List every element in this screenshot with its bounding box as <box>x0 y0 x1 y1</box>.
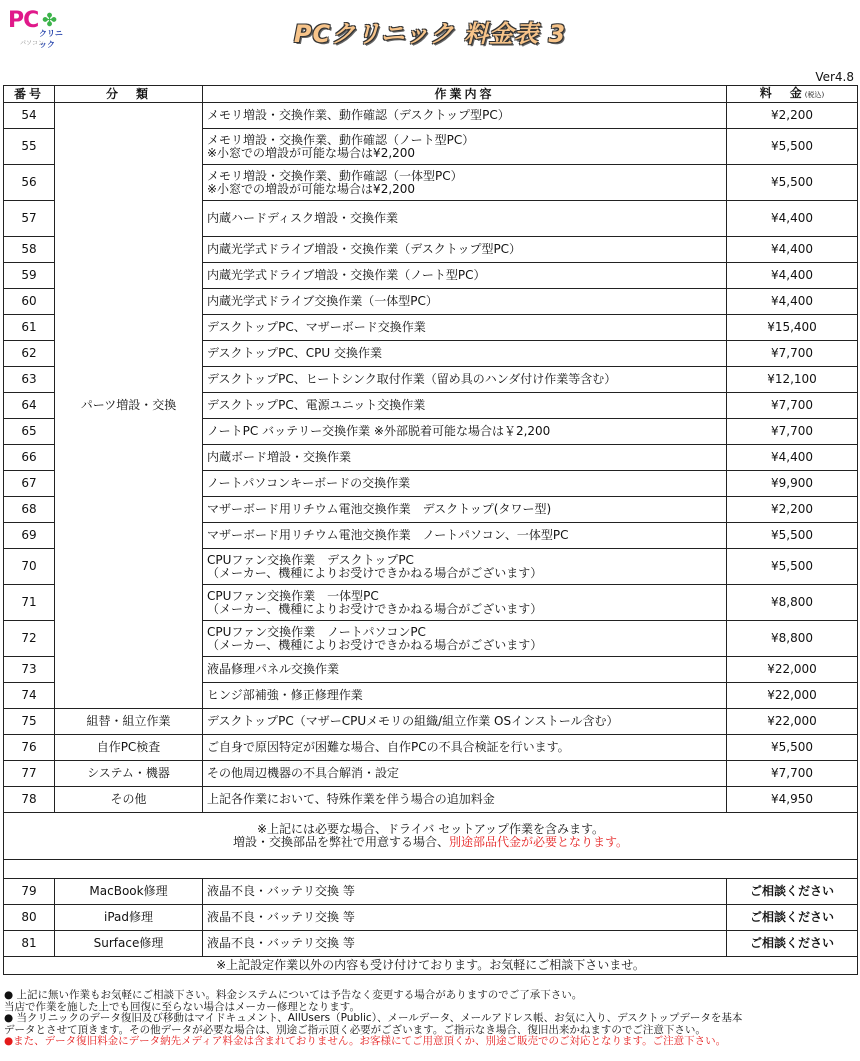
row-price: ¥8,800 <box>727 621 858 657</box>
row-number: 79 <box>4 879 55 905</box>
page-title: PCクリニック 料金表 3 <box>293 20 567 48</box>
row-work <box>203 263 727 289</box>
bottom-note: ※上記設定作業以外の内容も受け付けております。お気軽にご相談下さいませ。 <box>4 957 858 975</box>
note-line-2: 増設・交換部品を弊社で用意する場合、別途部品代金が必要となります。 <box>232 835 629 849</box>
row-number: 81 <box>4 931 55 957</box>
row-price: ¥15,400 <box>727 315 858 341</box>
row-category: iPad修理 <box>55 905 203 931</box>
row-work <box>203 103 727 129</box>
row-number: 58 <box>4 237 55 263</box>
row-price: ¥5,500 <box>727 165 858 201</box>
footer-line-1: ● 上記に無い作業もお気軽にご相談下さい。料金システムについては予告なく変更する場合がありますのでご了承下さい。 <box>4 989 583 1001</box>
row-number: 63 <box>4 367 55 393</box>
row-number: 61 <box>4 315 55 341</box>
row-work: 液晶不良・バッテリ交換 等 <box>203 905 727 931</box>
row-work <box>203 129 727 165</box>
work-line-1: ノートPC バッテリー交換作業 ※外部脱着可能な場合は￥2,200 <box>207 424 551 438</box>
row-work <box>203 683 727 709</box>
work-line-1: マザーボード用リチウム電池交換作業 ノートパソコン、一体型PC <box>207 528 569 542</box>
row-work <box>203 165 727 201</box>
version-label: Ver4.8 <box>815 70 854 84</box>
row-price: ¥5,500 <box>727 523 858 549</box>
table-row <box>4 879 858 905</box>
row-work: デスクトップPC（マザーCPUメモリの組織/組立作業 OSインストール含む） <box>203 709 727 735</box>
work-line-1: 内蔵ボード増設・交換作業 <box>207 450 352 464</box>
footer-notes <box>4 990 856 1048</box>
row-number: 55 <box>4 129 55 165</box>
row-price: ¥4,400 <box>727 263 858 289</box>
row-price: ¥7,700 <box>727 761 858 787</box>
row-price: ¥22,000 <box>727 709 858 735</box>
row-work <box>203 621 727 657</box>
row-work <box>203 419 727 445</box>
work-line-1: 内蔵光学式ドライブ増設・交換作業（ノート型PC） <box>207 268 486 282</box>
work-line-2: ※小窓での増設が可能な場合は¥2,200 <box>207 181 416 196</box>
row-price: ¥7,700 <box>727 341 858 367</box>
row-price: ¥22,000 <box>727 657 858 683</box>
row-work: 液晶不良・バッテリ交換 等 <box>203 879 727 905</box>
row-work <box>203 549 727 585</box>
row-number: 73 <box>4 657 55 683</box>
row-number: 78 <box>4 787 55 813</box>
work-line-2: （メーカー、機種によりお受けできかねる場合がございます） <box>207 565 543 580</box>
row-number: 75 <box>4 709 55 735</box>
table-row <box>4 905 858 931</box>
table-row <box>4 761 858 787</box>
work-line-1: デスクトップPC、CPU 交換作業 <box>207 346 382 360</box>
row-number: 65 <box>4 419 55 445</box>
spacer-row <box>4 860 858 879</box>
row-number: 76 <box>4 735 55 761</box>
work-line-1: 内蔵光学式ドライブ増設・交換作業（デスクトップ型PC） <box>207 242 522 256</box>
work-line-1: CPUファン交換作業 デスクトップPC <box>207 552 414 567</box>
header-price: 料 金(税込) <box>727 86 858 103</box>
row-price: ¥9,900 <box>727 471 858 497</box>
work-line-1: メモリ増設・交換作業、動作確認（一体型PC） <box>207 168 463 183</box>
clover-icon: ✤ <box>42 10 58 31</box>
logo-clinic-text: クリニック <box>39 29 63 49</box>
table-row <box>4 735 858 761</box>
header-number: 番号 <box>4 86 55 103</box>
row-category: 自作PC検査 <box>55 735 203 761</box>
row-price: ¥12,100 <box>727 367 858 393</box>
row-price: ご相談ください <box>727 905 858 931</box>
footer-line-4: データとさせて頂きます。その他データが必要な場合は、別途ご指示頂く必要がございます。ご指示なき場合、復旧出来かねますのでご注意下さい。 <box>4 1023 706 1036</box>
row-price: ¥4,400 <box>727 201 858 237</box>
footer-line-2: 当店で作業を施した上でも回復に至らない場合はメーカー修理となります。 <box>4 1000 360 1013</box>
row-work <box>203 445 727 471</box>
table-header-row <box>4 86 858 103</box>
row-work: その他周辺機器の不具合解消・設定 <box>203 761 727 787</box>
work-line-1: ノートパソコンキーボードの交換作業 <box>207 476 411 490</box>
price-table <box>3 85 858 975</box>
row-number: 67 <box>4 471 55 497</box>
row-category: 組替・組立作業 <box>55 709 203 735</box>
row-price: ¥5,500 <box>727 549 858 585</box>
bottom-note-row <box>4 957 858 975</box>
row-number: 80 <box>4 905 55 931</box>
footer-line-3: ● 当クリニックのデータ復旧及び移動はマイドキュメント、AllUsers（Public）、メールデータ、メールアドレス帳、お気に入り、デスクトップデータを基本 <box>4 1012 743 1024</box>
header-category: 分 類 <box>55 86 203 103</box>
work-line-1: 内蔵ハードディスク増設・交換作業 <box>207 211 399 225</box>
row-number: 77 <box>4 761 55 787</box>
row-number: 74 <box>4 683 55 709</box>
row-price: ¥4,400 <box>727 237 858 263</box>
note-parts-cost: 別途部品代金が必要となります。 <box>448 835 629 849</box>
row-number: 60 <box>4 289 55 315</box>
note-line-1: ※上記には必要な場合、ドライバ セットアップ作業を含みます。 <box>256 822 605 836</box>
row-number: 68 <box>4 497 55 523</box>
work-line-1: CPUファン交換作業 一体型PC <box>207 588 379 603</box>
work-line-1: CPUファン交換作業 ノートパソコンPC <box>207 624 426 639</box>
row-work <box>203 523 727 549</box>
work-line-1: デスクトップPC、マザーボード交換作業 <box>207 320 426 334</box>
work-line-1: マザーボード用リチウム電池交換作業 デスクトップ(タワー型) <box>207 502 552 516</box>
notes-row <box>4 813 858 860</box>
table-row <box>4 103 858 129</box>
row-price: ¥7,700 <box>727 419 858 445</box>
row-number: 64 <box>4 393 55 419</box>
row-work: 液晶不良・バッテリ交換 等 <box>203 931 727 957</box>
row-work <box>203 341 727 367</box>
work-line-1: デスクトップPC、電源ユニット交換作業 <box>207 398 426 412</box>
row-number: 70 <box>4 549 55 585</box>
row-work <box>203 657 727 683</box>
row-work <box>203 315 727 341</box>
table-row <box>4 931 858 957</box>
row-category: システム・機器 <box>55 761 203 787</box>
work-line-1: メモリ増設・交換作業、動作確認（デスクトップ型PC） <box>207 108 510 122</box>
row-work <box>203 585 727 621</box>
row-work <box>203 497 727 523</box>
row-work <box>203 471 727 497</box>
header-work: 作業内容 <box>203 86 727 103</box>
work-line-1: ヒンジ部補強・修正修理作業 <box>207 688 363 702</box>
row-number: 71 <box>4 585 55 621</box>
row-number: 62 <box>4 341 55 367</box>
row-work <box>203 367 727 393</box>
row-work <box>203 289 727 315</box>
row-number: 54 <box>4 103 55 129</box>
table-row <box>4 787 858 813</box>
row-number: 66 <box>4 445 55 471</box>
row-number: 69 <box>4 523 55 549</box>
row-work <box>203 201 727 237</box>
row-number: 72 <box>4 621 55 657</box>
row-price: ¥2,200 <box>727 103 858 129</box>
row-work: ご自身で原因特定が困難な場合、自作PCの不具合検証を行います。 <box>203 735 727 761</box>
row-work <box>203 393 727 419</box>
row-price: ¥7,700 <box>727 393 858 419</box>
row-number: 59 <box>4 263 55 289</box>
table-row <box>4 709 858 735</box>
row-number: 56 <box>4 165 55 201</box>
row-price: ご相談ください <box>727 931 858 957</box>
work-line-2: （メーカー、機種によりお受けできかねる場合がございます） <box>207 601 543 616</box>
row-number: 57 <box>4 201 55 237</box>
row-price: ¥4,400 <box>727 289 858 315</box>
row-price: ¥5,500 <box>727 735 858 761</box>
row-category: MacBook修理 <box>55 879 203 905</box>
work-line-1: 内蔵光学式ドライブ交換作業（一体型PC） <box>207 294 438 308</box>
work-line-1: 液晶修理パネル交換作業 <box>207 662 340 676</box>
work-line-2: （メーカー、機種によりお受けできかねる場合がございます） <box>207 637 543 652</box>
logo-sub-text: パソコン <box>20 40 44 47</box>
row-category: Surface修理 <box>55 931 203 957</box>
row-price: ¥4,950 <box>727 787 858 813</box>
row-price: ¥2,200 <box>727 497 858 523</box>
row-price: ¥8,800 <box>727 585 858 621</box>
row-work <box>203 237 727 263</box>
work-line-2: ※小窓での増設が可能な場合は¥2,200 <box>207 145 416 160</box>
row-category: パーツ増設・交換 <box>55 103 203 709</box>
logo-pc-text: PC <box>8 8 39 33</box>
row-price: ¥4,400 <box>727 445 858 471</box>
work-line-1: メモリ増設・交換作業、動作確認（ノート型PC） <box>207 132 475 147</box>
row-price: ご相談ください <box>727 879 858 905</box>
row-work: 上記各作業において、特殊作業を伴う場合の追加料金 <box>203 787 727 813</box>
row-category: その他 <box>55 787 203 813</box>
footer-line-5: ●また、データ復旧料金にデータ納先メディア料金は含まれておりません。お客様にてご用意頂くか、別途ご販売でのご対応となります。ご注意下さい。 <box>4 1035 727 1047</box>
work-line-1: デスクトップPC、ヒートシンク取付作業（留め具のハンダ付け作業等含む） <box>207 372 617 386</box>
row-price: ¥22,000 <box>727 683 858 709</box>
row-price: ¥5,500 <box>727 129 858 165</box>
